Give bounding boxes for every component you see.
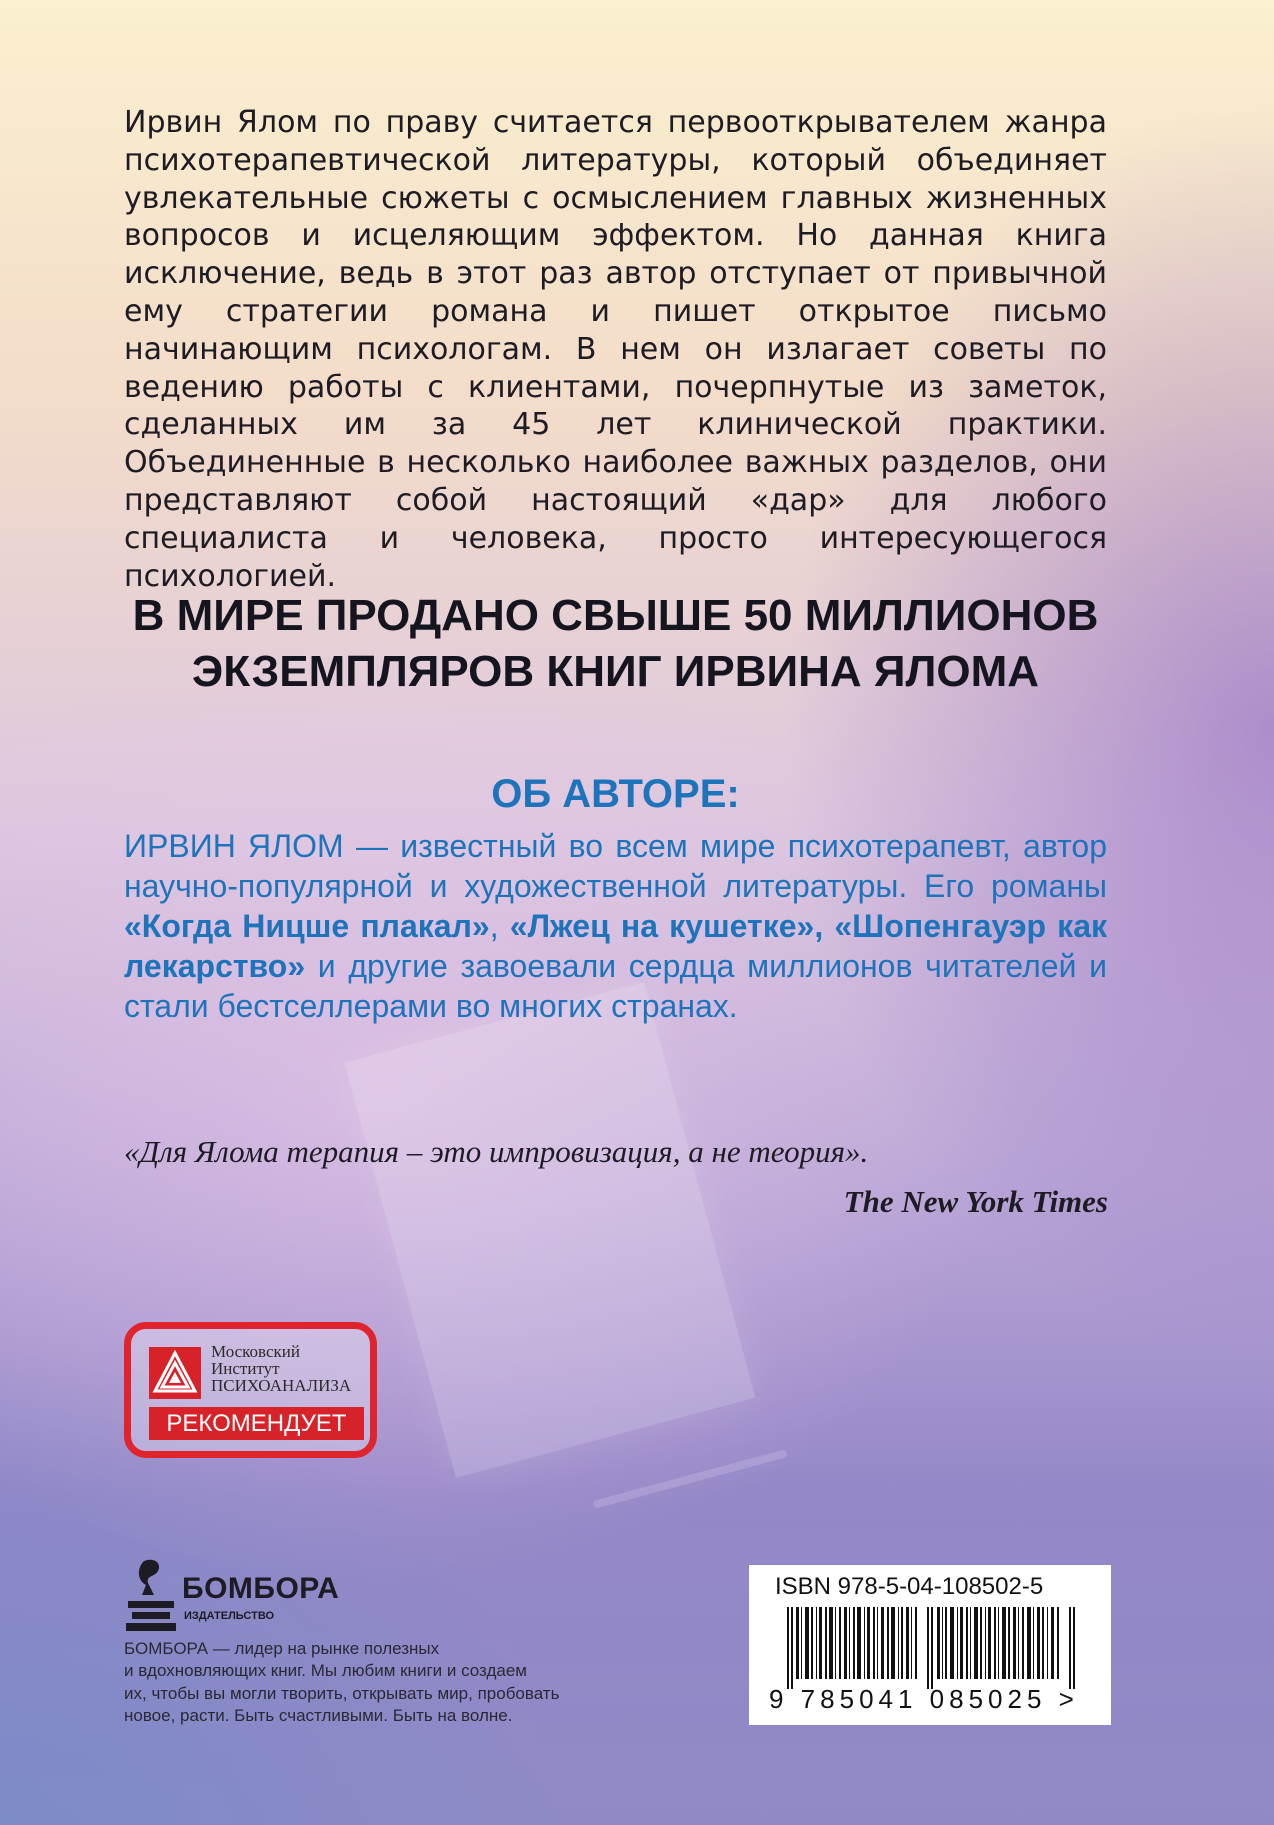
publisher-description-line-2: и вдохновляющих книг. Мы любим книги и создаем xyxy=(124,1661,527,1681)
publisher-description-line-4: новое, расти. Быть счастливыми. Быть на волне. xyxy=(124,1706,513,1726)
institute-name-line-2: Институт xyxy=(211,1359,280,1378)
institute-name-line-3: ПСИХОАНАЛИЗА xyxy=(211,1376,352,1395)
publisher-figure-icon xyxy=(124,1555,178,1633)
sales-headline-line-2: ЭКЗЕМПЛЯРОВ КНИГ ИРВИНА ЯЛОМА xyxy=(191,647,1040,696)
sales-headline-line-1: В МИРЕ ПРОДАНО СВЫШЕ 50 МИЛЛИОНОВ xyxy=(132,591,1099,640)
background-paper-illustration xyxy=(345,982,756,1478)
institute-name-line-1: Московский xyxy=(211,1342,300,1361)
book-title-1: «Когда Ницше плакал» xyxy=(124,908,490,944)
review-quote-source: The New York Times xyxy=(843,1184,1108,1219)
barcode-digits: 9 785041 085025 > xyxy=(769,1684,1079,1714)
about-author-text-start: ИРВИН ЯЛОМ — известный во всем мире психотерапевт, автор научно-популярной и художественной литературы. Его романы xyxy=(124,828,1107,904)
publisher-description-line-1: БОМБОРА — лидер на рынке полезных xyxy=(124,1639,440,1658)
sales-headline xyxy=(124,588,1107,700)
publisher-description-line-3: их, чтобы вы могли творить, открывать мир, пробовать xyxy=(124,1683,560,1703)
recommend-label: РЕКОМЕНДУЕТ xyxy=(149,1407,364,1440)
isbn-label: ISBN 978-5-04-108502-5 xyxy=(775,1573,1044,1600)
publisher-subtitle: ИЗДАТЕЛЬСТВО xyxy=(184,1610,275,1622)
publisher-description xyxy=(124,1638,624,1728)
isbn-barcode-panel xyxy=(749,1565,1111,1725)
about-author-paragraph xyxy=(124,826,1107,1026)
institute-name xyxy=(211,1343,351,1394)
description-paragraph: Ирвин Ялом по праву считается первооткрывателем жанра психотерапевтической литературы, который объединяет увлекательные сюжеты с осмыслением главных жизненных вопросов и исцеляющим эффектом. Но данная книга исключение, ведь в этот раз автор отступает от привычной ему стратегии романа и пишет открытое письмо начинающим психологам. В нем он излагает советы по ведению работы с клиентами, почерпнутые из заметок, сделанных им за 45 лет клинической практики. Объединенные в несколько наиболее важных разделов, они представляют собой настоящий «дар» для любого специалиста и человека, просто интересующегося психологией. xyxy=(124,105,1107,594)
book-title-separator: , xyxy=(489,908,510,944)
about-author-text-end: и другие завоевали сердца миллионов читателей и стали бестселлерами во многих странах. xyxy=(124,948,1107,1024)
publisher-name: БОМБОРА xyxy=(182,1572,340,1605)
background-pen-illustration xyxy=(592,1449,787,1508)
publisher-logo xyxy=(124,1555,344,1635)
book-title-2-3: «Лжец на кушетке», «Шопенгауэр как лекарство» xyxy=(124,908,1108,984)
review-quote: «Для Ялома терапия – это импровизация, а не теория». xyxy=(124,1134,869,1169)
barcode-image xyxy=(787,1607,1077,1689)
institute-recommendation-badge xyxy=(124,1322,377,1458)
institute-logo-icon xyxy=(149,1347,201,1399)
about-author-heading: ОБ АВТОРЕ: xyxy=(491,772,740,816)
